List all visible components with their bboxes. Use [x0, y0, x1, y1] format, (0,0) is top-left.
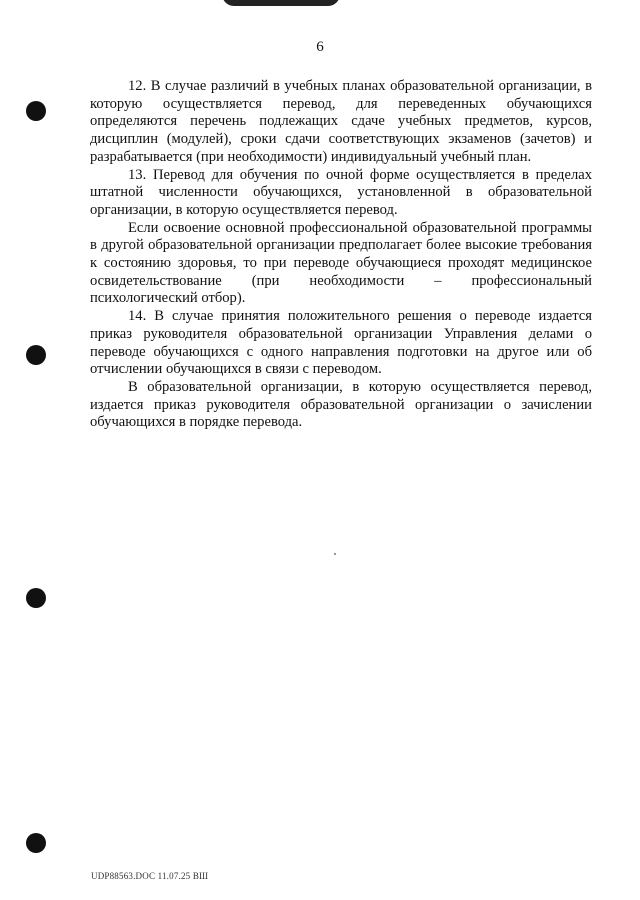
scan-speck	[334, 553, 336, 555]
page-number: 6	[316, 39, 324, 55]
footer-file-code: UDP88563.DOC 11.07.25 ВШ	[91, 871, 209, 881]
paragraph-14-continued: В образовательной организации, в которую осуществляется перевод, издается приказ руководителя образовательной организации о зачислении обучающихся в порядке перевода.	[90, 378, 592, 431]
paragraph-14: 14. В случае принятия положительного решения о переводе издается приказ руководителя образовательной организации Управления делами о переводе обучающихся с одного направления подготовки на другое или об отчислении обучающихся в связи с переводом.	[90, 308, 592, 378]
paragraph-12: 12. В случае различий в учебных планах образовательной организации, в которую осуществляется перевод, для переведенных обучающихся определяются перечень подлежащих сдаче учебных предметов, курсов, дисциплин (модулей), сроки сдачи соответствующих экзаменов (зачетов) и разрабатывается (при необходимости) индивидуальный учебный план.	[90, 78, 592, 165]
paragraph-13: 13. Перевод для обучения по очной форме осуществляется в пределах штатной численности обучающихся, установленной в образовательной организации, в которую осуществляется перевод.	[90, 166, 592, 218]
scan-edge-mark	[222, 0, 340, 6]
document-body	[90, 78, 592, 432]
punch-hole-2	[26, 345, 46, 365]
punch-hole-4	[26, 833, 46, 853]
punch-hole-1	[26, 101, 46, 121]
paragraph-13-continued: Если освоение основной профессиональной образовательной программы в другой образовательной организации предполагает более высокие требования к состоянию здоровья, то при переводе обучающиеся проходят медицинское освидетельствование (при необходимости – профессиональный психологический отбор).	[90, 219, 592, 307]
punch-hole-3	[26, 588, 46, 608]
